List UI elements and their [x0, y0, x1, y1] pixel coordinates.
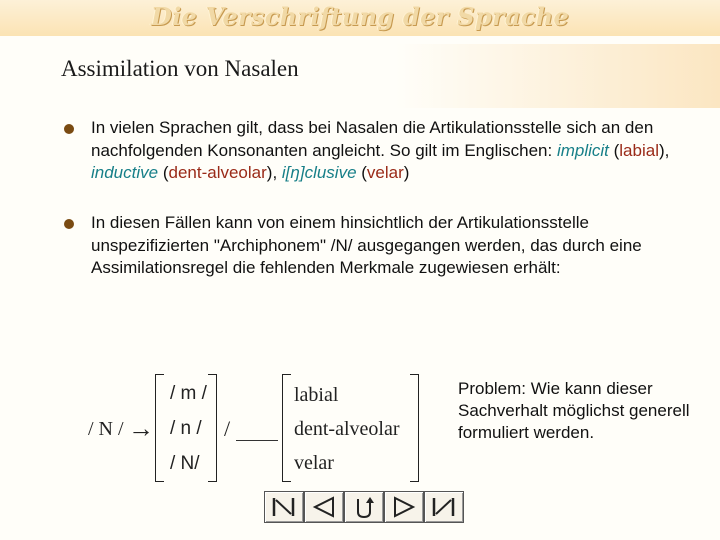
paren: ( — [356, 163, 367, 182]
context-blank — [236, 440, 278, 441]
right-bracket-contexts — [410, 374, 419, 482]
first-slide-button[interactable] — [264, 491, 304, 523]
rule-arrow: → — [128, 414, 154, 443]
bullet-icon — [64, 219, 74, 229]
bullet-icon — [64, 124, 74, 134]
bullet-1-text: In vielen Sprachen gilt, dass bei Nasalen die Artikulationsstelle sich an den nachfolgenden Konsonanten angleicht. So gilt im Englischen: — [91, 118, 654, 160]
gloss-labial: labial — [619, 140, 659, 160]
gloss-velar: velar — [366, 163, 404, 182]
previous-icon — [305, 492, 343, 522]
problem-note: Problem: Wie kann dieser Sachverhalt möglichst generell formuliert werden. — [458, 379, 690, 442]
slide-navigation — [264, 491, 462, 521]
last-slide-button[interactable] — [424, 491, 464, 523]
paren: ), — [266, 163, 282, 182]
first-icon — [265, 492, 303, 522]
previous-slide-button[interactable] — [304, 491, 344, 523]
rule-input: / N / — [88, 418, 124, 440]
context-labial: labial — [294, 384, 339, 406]
return-button[interactable] — [344, 491, 384, 523]
context-dent-alveolar: dent-alveolar — [294, 418, 400, 440]
context-slash: / — [224, 416, 231, 441]
right-bracket-outputs — [208, 374, 217, 482]
next-slide-button[interactable] — [384, 491, 424, 523]
next-icon — [385, 492, 423, 522]
example-inclusive: i[ŋ]clusive — [281, 163, 357, 182]
paren: ) — [403, 163, 410, 182]
paren: ( — [158, 163, 169, 182]
context-velar: velar — [294, 452, 334, 474]
paren: ), — [658, 140, 670, 160]
left-bracket-outputs — [155, 374, 164, 482]
left-bracket-contexts — [282, 374, 291, 482]
output-m: / m / — [170, 383, 207, 404]
output-n: / n / — [170, 418, 202, 439]
gloss-dent-alveolar: dent-alveolar — [168, 163, 267, 182]
output-ng: / N/ — [170, 453, 200, 474]
bullet-1 — [91, 117, 671, 185]
example-inductive: inductive — [91, 163, 159, 182]
last-icon — [425, 492, 463, 522]
paren: ( — [608, 140, 620, 160]
example-implicit: implicit — [556, 140, 609, 160]
bullet-2: In diesen Fällen kann von einem hinsichtlich der Artikulationsstelle unspezifizierten "Archiphonem" /N/ ausgegangen werden, das durch eine Assimilationsregel die fehlenden Merkmale zugewiesen erhält: — [91, 213, 642, 277]
page-title: Assimilation von Nasalen — [61, 56, 299, 81]
slide-title: Die Verschriftung der Sprache — [150, 2, 570, 31]
return-icon — [345, 492, 383, 522]
